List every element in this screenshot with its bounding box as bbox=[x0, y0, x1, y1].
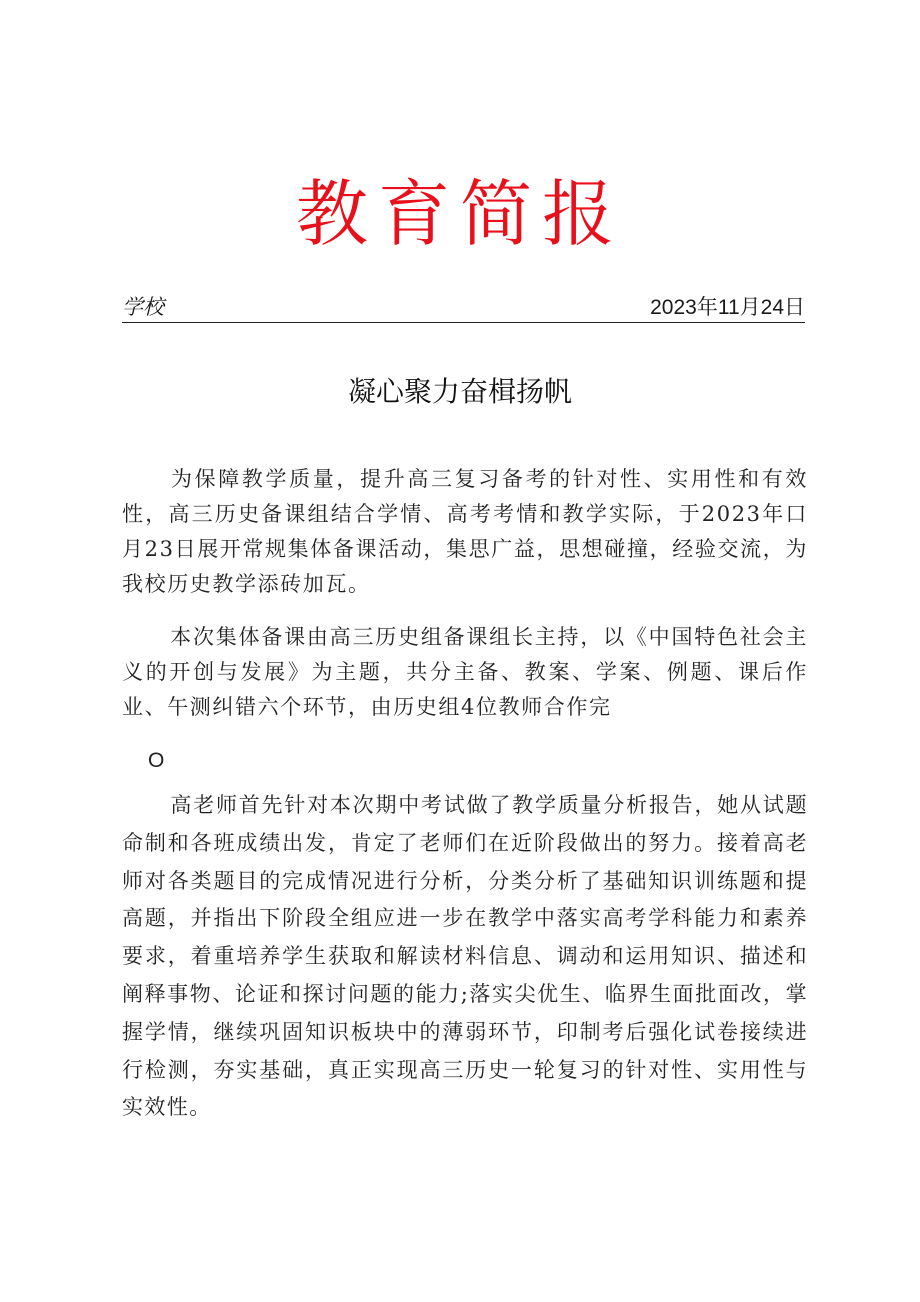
paragraph-1-text: 为保障教学质量，提升高三复习备考的针对性、实用性和有效性，高三历史备课组结合学情、高考考情和教学实际，于2023年口月23日展开常规集体备课活动，集思广益，思想碰撞，经验交流，为我校历史教学添砖加瓦。 bbox=[122, 467, 808, 596]
paragraph-3 bbox=[122, 743, 808, 778]
issue-date: 2023年11月24日 bbox=[650, 296, 805, 319]
paragraph-4-text: 高老师首先针对本次期中考试做了教学质量分析报告，她从试题命制和各班成绩出发，肯定了老师们在近阶段做出的努力。接着高老师对各类题目的完成情况进行分析，分类分析了基础知识训练题和提高题，并指出下阶段全组应进一步在教学中落实高考学科能力和素养要求，着重培养学生获取和解读材料信息、调动和运用知识、描述和阐释事物、论证和探讨问题的能力;落实尖优生、临界生面批面改，掌握学情，继续巩固知识板块中的薄弱环节，印制考后强化试卷接续进行检测，夯实基础，真正实现高三历史一轮复习的针对性、实用性与实效性。 bbox=[122, 793, 808, 1120]
paragraph-1 bbox=[122, 462, 808, 602]
paragraph-2 bbox=[122, 620, 808, 725]
paragraph-3-text: O bbox=[148, 749, 165, 772]
paragraph-2-text: 本次集体备课由高三历史组备课组长主持，以《中国特色社会主义的开创与发展》为主题，共分主备、教案、学案、例题、课后作业、午测纠错六个环节，由历史组4位教师合作完 bbox=[122, 625, 808, 719]
paragraph-4 bbox=[122, 787, 808, 1127]
article-title: 凝心聚力奋楫扬帆 bbox=[347, 375, 572, 408]
newsletter-masthead: 教育简报 bbox=[295, 172, 624, 256]
header-meta-line bbox=[122, 296, 805, 323]
school-label: 学校 bbox=[122, 295, 164, 319]
